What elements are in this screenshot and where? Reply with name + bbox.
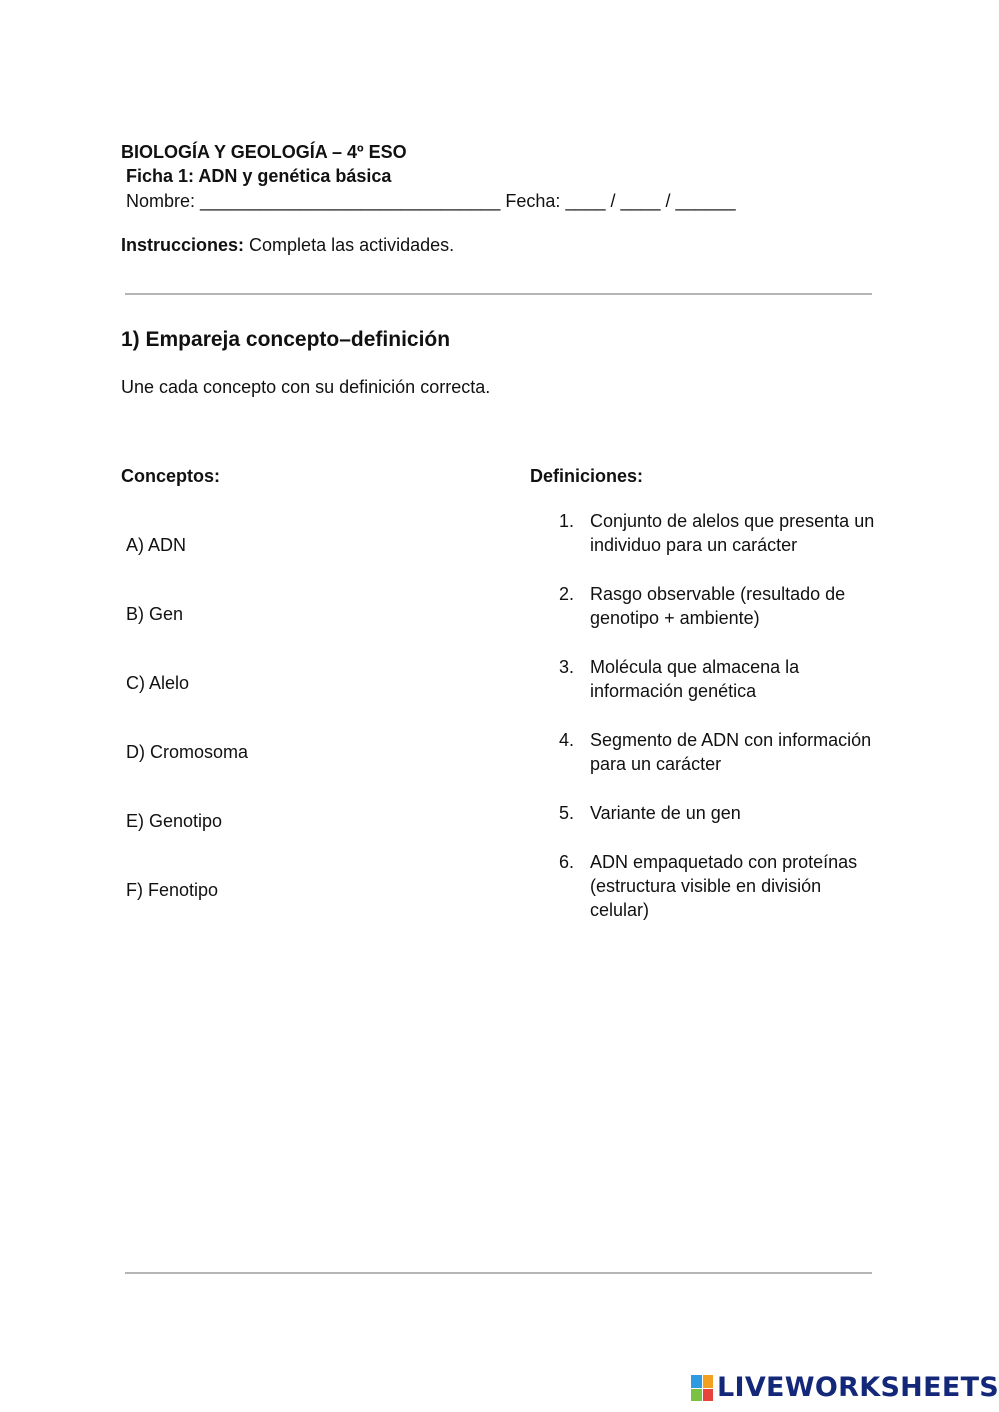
definition-text: Variante de un gen (590, 803, 741, 823)
definition-number: 4. (559, 730, 575, 750)
concept-item[interactable]: B) Gen (126, 604, 184, 624)
subject-title: BIOLOGÍA Y GEOLOGÍA – 4º ESO (121, 142, 407, 162)
name-field[interactable]: ______________________________ (200, 191, 501, 211)
logo-text: LIVEWORKSHEETS (717, 1372, 999, 1403)
date-field[interactable]: ____ / ____ / ______ (565, 191, 736, 211)
name-label: Nombre: (126, 191, 196, 211)
definition-text: Conjunto de alelos que presenta un individuo para un carácter (590, 511, 875, 555)
concept-item[interactable]: E) Genotipo (126, 811, 223, 831)
definition-number: 3. (559, 657, 575, 677)
date-label: Fecha: (505, 191, 561, 211)
definitions-heading: Definiciones: (530, 466, 644, 486)
definition-text: ADN empaquetado con proteínas (estructura visible en división celular) (590, 852, 858, 920)
section-prompt: Une cada concepto con su definición correcta. (121, 377, 491, 397)
definition-number: 5. (559, 803, 575, 823)
instructions-text: Completa las actividades. (249, 235, 455, 255)
liveworksheets-logo-icon (691, 1375, 713, 1401)
definition-text: Rasgo observable (resultado de genotipo + ambiente) (590, 584, 846, 628)
concept-item[interactable]: D) Cromosoma (126, 742, 249, 762)
liveworksheets-logo (691, 1373, 999, 1403)
definition-text: Molécula que almacena la información genética (590, 657, 800, 701)
concepts-heading: Conceptos: (121, 466, 220, 486)
concept-item[interactable]: F) Fenotipo (126, 880, 219, 900)
section-title: 1) Empareja concepto–definición (121, 328, 451, 351)
sheet-title: Ficha 1: ADN y genética básica (126, 166, 392, 186)
definition-number: 2. (559, 584, 575, 604)
definition-number: 1. (559, 511, 575, 531)
definition-number: 6. (559, 852, 575, 872)
instructions-label: Instrucciones: (121, 235, 245, 255)
definition-text: Segmento de ADN con información para un carácter (590, 730, 872, 774)
concept-item[interactable]: C) Alelo (126, 673, 190, 693)
name-date-line (126, 189, 736, 213)
concept-item[interactable]: A) ADN (126, 535, 187, 555)
bottom-divider (125, 1272, 872, 1274)
instructions (121, 233, 454, 257)
top-divider (125, 293, 872, 295)
